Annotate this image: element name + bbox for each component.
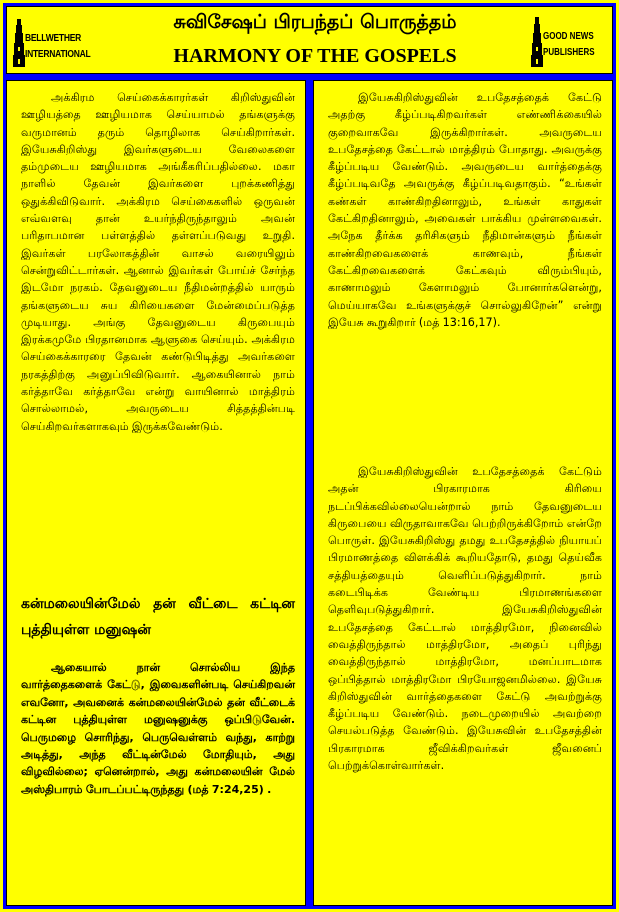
logo-left-line1: BELLWETHER	[25, 33, 82, 44]
tower-icon	[13, 19, 25, 67]
logo-left-line2: INTERNATIONAL	[25, 49, 91, 60]
left-paragraph-1: அக்கிரம செய்கைக்காரர்கள் கிறிஸ்துவின் ஊழியத்தை ஊழியமாக செய்யாமல் தங்களுக்கு வருமானம் தரும் தொழிலாக செய்கிறார்கள். இயேசுகிறிஸ்து இவர்களுடைய வேலைகளை தம்முடைய ஊழியமாக அங்கீகரிப்பதில்லை. மகா நாளில் தேவன் இவர்களை புறக்கணித்து ஒதுக்கிவிடுவார். அக்கிரம செய்கைகளில் ஒருவன் எவ்வளவு தான் உயர்ந்திருந்தாலும் அவன் பரிதாபமான பள்ளத்தில் தள்ளப்படுவது உறுதி. இவர்கள் பரலோகத்தின் வாசல் வரையிலும் சென்றுவிட்டார்கள். ஆனால் இவர்கள் போய்ச் சேர்ந்த இடமோ நரகம். தேவனுடைய நீதிமன்றத்தில் யாரும் தங்களுடைய சுய கிரியைகளை மேன்மைப்படுத்த முடியாது. அங்கு தேவனுடைய கிருபையும் இரக்கமுமே பிரதானமாக ஆளுகை செய்யும். அக்கிரம செய்கைக்காரரை தேவன் கண்டுபிடித்து அவர்களை நரகத்திற்கு அனுப்பிவிடுவார். ஆகையினால் நாம் கர்த்தாவே கர்த்தாவே என்று வாயினால் மாத்திரம் சொல்லாமல், அவருடைய சித்தத்தின்படி செய்கிறவர்களாகவும் இருக்கவேண்டும்.	[21, 91, 295, 433]
logo-right-line2: PUBLISHERS	[543, 47, 595, 58]
title-tamil: சுவிசேஷப் பிரபந்தப் பொருத்தம்	[173, 11, 457, 33]
header-banner	[6, 6, 613, 74]
bellwether-logo	[11, 15, 109, 69]
logo-right-line1: GOOD NEWS	[543, 31, 594, 42]
section-heading: கன்மலையின்மேல் தன் வீட்டை கட்டின புத்தியுள்ள மனுஷன்	[21, 596, 295, 638]
right-column	[313, 80, 613, 906]
good-news-logo	[527, 15, 611, 71]
right-paragraph-2: இயேசுகிறிஸ்துவின் உபதேசத்தைக் கேட்டும் அதன் பிரகாரமாக கிரியை நடப்பிக்கவில்லையென்றால் நாம் தேவனுடைய கிருபையை விருதாவாகவே பெற்றிருக்கிறோம் என்றே பொருள். இயேசுகிறிஸ்து தமது உபதேசத்தில் நியாயப் பிரமாணத்தை விளக்கிக் கூறியதோடு, தமது தெய்வீக சத்தியத்தையும் வெளிப்படுத்துகிறார். நாம் கடைபிடிக்க வேண்டிய பிரமாணங்களை தெளிவுபடுத்துகிறார். இயேசுகிறிஸ்துவின் உபதேசத்தை கேட்டால் மாத்திரமோ, நினைவில் வைத்திருந்தால் மாத்திரமோ, அதைப் புரிந்து வைத்திருந்தால் மாத்திரமோ, மனப்பாடமாக ஒப்பித்தால் மாத்திரமோ பிரயோஜனமில்லை. இயேசு கிறிஸ்துவின் வார்த்தைகளை கேட்டு அவற்றுக்கு கீழ்ப்படிய வேண்டும். நடைமுறையில் அவற்றை செயல்படுத்த வேண்டும். இயேசுவின் உபதேசத்தின் பிரகாரமாக ஜீவிக்கிறவர்கள் ஜீவனைப் பெற்றுக்கொள்வார்கள்.	[328, 465, 602, 773]
left-paragraph-2: ஆகையால் நான் சொல்லிய இந்த வார்த்தைகளைக் கேட்டு, இவைகளின்படி செய்கிறவன் எவனோ, அவனைக் கன்மலையின்மேல் தன் வீட்டைக் கட்டின புத்தியுள்ள மனுஷனுக்கு ஒப்பிடுவேன். பெருமழை சொரிந்து, பெருவெள்ளம் வந்து, காற்று அடித்து, அந்த வீட்டின்மேல் மோதியும், அது விழவில்லை; ஏனென்றால், அது கன்மலையின் மேல் அஸ்திபாரம் போடப்பட்டிருந்தது (மத் 7:24,25) .	[21, 661, 295, 796]
tower-icon	[531, 17, 543, 67]
left-column	[6, 80, 306, 906]
right-paragraph-1: இயேசுகிறிஸ்துவின் உபதேசத்தைக் கேட்டு அதற்கு கீழ்ப்படிகிறவர்கள் எண்ணிக்கையில் குறைவாகவே இருக்கிறார்கள். அவருடைய உபதேசத்தை கேட்டால் மாத்திரம் போதாது. அவருக்கு கீழ்ப்படிய வேண்டும். அவருடைய வார்த்தைக்கு கீழ்ப்படிவதே அவருக்கு கீழ்ப்படிவதாகும். “உங்கள் கண்கள் காண்கிறதினாலும், உங்கள் காதுகள் கேட்கிறதினாலும், அவைகள் பாக்கிய முள்ளவைகள். அநேக தீர்க்க தரிசிகளும் நீதிமான்களும் நீங்கள் காண்கிறவைகளைக் காணவும், நீங்கள் கேட்கிறவைகளைக் கேட்கவும் விரும்பியும், காணாமலும் கேளாமலும் போனார்களென்று, மெய்யாகவே உங்களுக்குச் சொல்லுகிறேன்” என்று இயேசு கூறுகிறார் (மத் 13:16,17).	[328, 91, 602, 329]
title-english: HARMONY OF THE GOSPELS	[173, 45, 457, 67]
